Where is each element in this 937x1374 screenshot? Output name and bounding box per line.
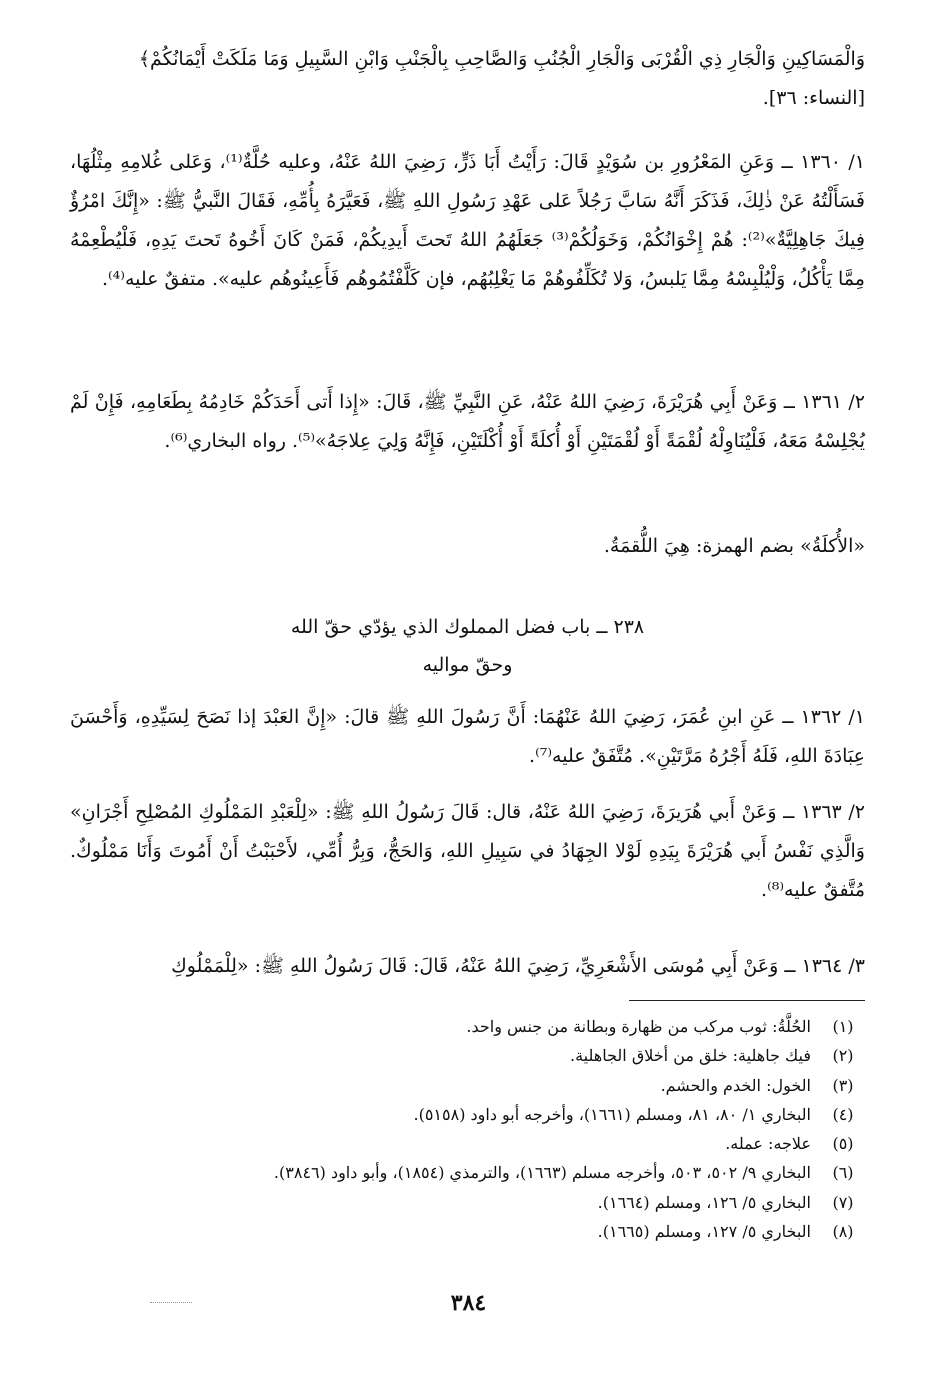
hadith-1363 (70, 793, 865, 910)
hadith-text: ٢/ ١٣٦٣ ــ وَعَنْ أَبي هُرَيرَةَ، رَضِيَ اللهُ عَنْهُ، قال: قَالَ رَسُولُ اللهِ ﷺ: «لِلْعَبْدِ المَمْلُوكِ المُصْلِحِ أَجْرَانِ» وَالَّذِي نَفْسُ أَبي هُرَيْرَةَ بِيَدِهِ لَوْلا الجِهَادُ في سَبِيلِ اللهِ، وَالحَجُّ، وَبِرُّ أُمِّي، لأَحْبَبْتُ أَنْ أَمُوتَ وَأَنَا مَمْلُوكٌ. مُتَّفقٌ عليه⁽⁸⁾. (70, 801, 865, 901)
footnote-divider (629, 1000, 865, 1001)
footnote-number: (٥) (832, 1134, 854, 1154)
footnote-text: البخاري ١/ ٨٠، ٨١، ومسلم (١٦٦١)، وأخرجه أبو داود (٥١٥٨). (413, 1104, 811, 1124)
footnotes (70, 1012, 865, 1246)
footnote-number: (٧) (832, 1192, 854, 1212)
footnote-text: الخول: الخدم والحشم. (660, 1075, 811, 1095)
footnote-number: (٨) (832, 1222, 854, 1242)
footnote-text: فيك جاهلية: خلق من أخلاق الجاهلية. (569, 1046, 811, 1066)
note-text: «الأُكلَةُ» بضم الهمزة: هِيَ اللُّقمَةُ. (603, 535, 865, 557)
footnote (70, 1071, 865, 1100)
footnote (70, 1012, 865, 1041)
hadith-text: ٢/ ١٣٦١ ــ وَعَنْ أَبِي هُرَيْرَةَ، رَضِيَ اللهُ عَنْهُ، عَنِ النَّبِيِّ ﷺ، قَالَ: «إِذا أَتى أَحَدَكُمْ خَادِمُهُ بِطَعَامِهِ، فَإِنْ لَمْ يُجْلِسْهُ مَعَهُ، فَلْيُنَاوِلْهُ لُقْمَةً أَوْ لُقْمَتَيْنِ أَوْ أُكلَةً أَوْ أُكْلَتَيْنِ، فَإِنَّهُ وَلِيَ عِلاجَهُ»⁽⁵⁾. رواه البخاري⁽⁶⁾. (70, 391, 865, 452)
footnote (70, 1188, 865, 1217)
footnote-number: (٣) (832, 1075, 854, 1095)
footnote (70, 1100, 865, 1129)
footnote (70, 1217, 865, 1246)
footnote-text: البخاري ٩/ ٥٠٢، ٥٠٣، وأخرجه مسلم (١٦٦٣)، والترمذي (١٨٥٤)، وأبو داود (٣٨٤٦). (273, 1163, 811, 1183)
footnote-text: علاجه: عمله. (725, 1134, 811, 1154)
hadith-1364 (70, 947, 865, 986)
hadith-1362 (70, 698, 865, 776)
footnote (70, 1158, 865, 1187)
footnote-number: (٦) (832, 1163, 854, 1183)
footnote-text: الحُلَّةُ: ثوب مركب من ظهارة وبطانة من جنس واحد. (466, 1017, 811, 1036)
hadith-text: ١/ ١٣٦٠ ــ وَعَنِ المَعْرُورِ بن سُوَيْدٍ قَالَ: رَأَيْتُ أَبَا ذَرٍّ، رَضِيَ اللهُ عَنْهُ، وعليه حُلَّةٌ⁽¹⁾، وَعَلى غُلامِهِ مِثْلُهَا، فَسَأَلْتُهُ عَنْ ذٰلِكَ، فَذَكَرَ أَنَّهُ سَابَّ رَجُلاً عَلى عَهْدِ رَسُولِ اللهِ ﷺ، فَعَيَّرَهُ بِأُمِّهِ، فَقَالَ النَّبيُّ ﷺ: «إِنَّكَ امْرُؤٌ فِيكَ جَاهِلِيَّةٌ»⁽²⁾: هُمْ إِخْوَانُكُمْ، وَخَوَلُكُمْ⁽³⁾ جَعَلَهُمُ اللهُ تَحتَ أَيدِيكُمْ، فَمَنْ كَانَ أَخُوهُ تَحتَ يَدِهِ، فَلْيُطْعِمْهُ مِمَّا يَأْكُلُ، وَلْيُلْبِسْهُ مِمَّا يَلبسُ، وَلا تُكَلِّفُوهُمْ مَا يَغْلِبُهُم، فإن كَلَّفْتُمُوهُم فَأَعِينُوهُم عليه». متفقٌ عليه⁽⁴⁾. (70, 151, 865, 290)
chapter-heading (70, 608, 865, 684)
hadith-1360 (70, 143, 865, 299)
footnote-number: (٢) (832, 1046, 854, 1066)
chapter-title-continued: وحقّ مواليه (422, 654, 513, 676)
verse-text: وَالْمَسَاكِينِ وَالْجَارِ ذِي الْقُرْبَى وَالْجَارِ الْجُنُبِ وَالصَّاحِبِ بِالْجَنْبِ وَابْنِ السَّبِيلِ وَمَا مَلَكَتْ أَيْمَانُكُمْ﴾ (138, 48, 865, 70)
footnote-number: (٤) (832, 1104, 854, 1124)
page-number: ٣٨٤ (450, 1290, 487, 1316)
chapter-title: ٢٣٨ ــ باب فضل المملوك الذي يؤدّي حقّ الله (290, 616, 645, 638)
footnote (70, 1129, 865, 1158)
hadith-1361 (70, 383, 865, 461)
verse-reference: [النساء: ٣٦]. (762, 87, 865, 109)
footnote (70, 1041, 865, 1070)
hadith-text: ١/ ١٣٦٢ ــ عَنِ ابنِ عُمَرَ، رَضِيَ اللهُ عَنْهُمَا: أَنَّ رَسُولَ اللهِ ﷺ قالَ: «إِنَّ العَبْدَ إذا نَصَحَ لِسَيِّدِهِ، وَأَحْسَنَ عِبَادَةَ اللهِ، فَلَهُ أَجْرُهُ مَرَّتَيْنِ». مُتَّفَقٌ عليه⁽⁷⁾. (70, 706, 865, 767)
footnote-number: (١) (832, 1017, 854, 1036)
footnote-text: البخاري ٥/ ١٢٦، ومسلم (١٦٦٤). (597, 1192, 811, 1212)
hadith-text: ٣/ ١٣٦٤ ــ وَعَنْ أَبِي مُوسَى الأَشْعَرِيِّ، رَضِيَ اللهُ عَنْهُ، قَالَ: قَالَ رَسُولُ اللهِ ﷺ: «لِلْمَمْلُوكِ (171, 955, 865, 977)
footnote-text: البخاري ٥/ ١٢٧، ومسلم (١٦٦٥). (597, 1222, 811, 1242)
explanatory-note (70, 527, 865, 566)
quran-verse (70, 40, 865, 118)
